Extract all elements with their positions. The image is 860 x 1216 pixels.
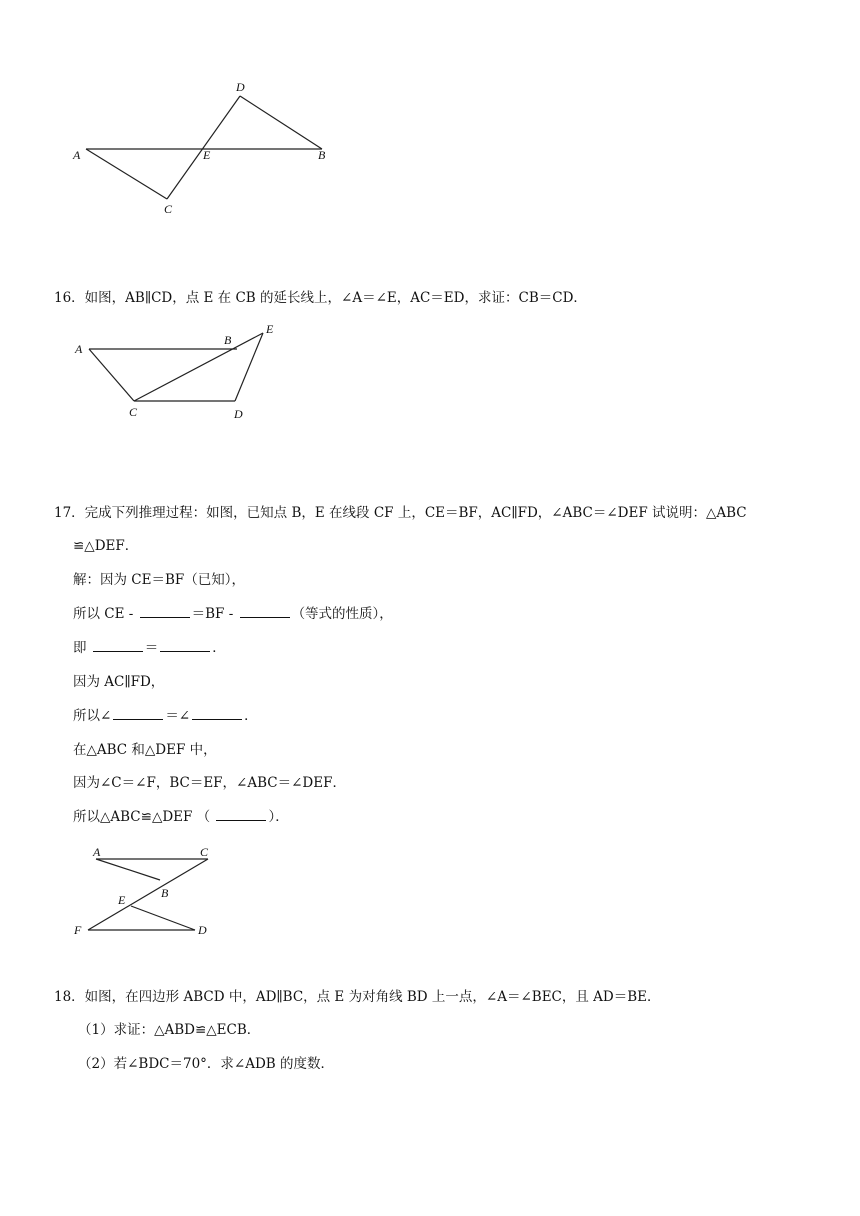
line5-part-c: ．	[212, 640, 226, 656]
point-label-d: D	[236, 80, 245, 94]
point-label-b: B	[318, 148, 326, 162]
segment-ac	[86, 149, 167, 199]
line4-part-b: ＝BF -	[191, 606, 234, 622]
point-label-b: B	[161, 886, 169, 900]
figure-q16-svg	[0, 318, 860, 428]
segment-ab	[96, 859, 160, 880]
question-17-line3: 解：因为 CE＝BF（已知），	[73, 572, 246, 588]
question-17-line10	[73, 807, 289, 827]
question-16-text: 16．如图，AB∥CD，点 E 在 CB 的延长线上，∠A＝∠E，AC＝ED，求证：CB＝CD．	[54, 290, 587, 306]
line7-part-c: ．	[244, 708, 258, 724]
answer-blank-4[interactable]	[160, 639, 210, 652]
question-17-line5	[73, 638, 226, 658]
answer-blank-6[interactable]	[192, 707, 242, 720]
line4-part-a: 所以 CE -	[73, 606, 134, 622]
line7-part-b: ＝∠	[165, 708, 191, 724]
answer-blank-5[interactable]	[113, 707, 163, 720]
line7-part-a: 所以∠	[73, 708, 112, 724]
line4-part-c: （等式的性质），	[291, 606, 393, 622]
point-label-a: A	[75, 342, 83, 356]
question-17-line6: 因为 AC∥FD，	[73, 674, 165, 690]
question-17-line2: ≌△DEF．	[73, 538, 139, 554]
question-18-sub2: （2）若∠BDC＝70°．求∠ADB 的度数．	[78, 1056, 334, 1072]
segment-ce	[134, 333, 263, 401]
segment-de	[235, 333, 263, 401]
question-18-text: 18．如图，在四边形 ABCD 中，AD∥BC，点 E 为对角线 BD 上一点，∠A＝∠BEC，且 AD＝BE．	[54, 989, 661, 1005]
point-label-c: C	[129, 405, 138, 419]
question-17-line1: 17．完成下列推理过程：如图，已知点 B，E 在线段 CF 上，CE＝BF，AC∥FD，∠ABC＝∠DEF 试说明：△ABC	[54, 505, 747, 521]
segment-db	[240, 96, 322, 149]
point-label-c: C	[200, 845, 209, 859]
point-label-c: C	[164, 202, 173, 216]
line5-part-a: 即	[73, 640, 87, 656]
point-label-e: E	[203, 148, 211, 162]
question-17-line8: 在△ABC 和△DEF 中，	[73, 742, 217, 758]
point-label-d: D	[234, 407, 243, 421]
question-17-line7	[73, 706, 258, 726]
point-label-e: E	[266, 322, 274, 336]
answer-blank-1[interactable]	[140, 605, 190, 618]
point-label-b: B	[224, 333, 232, 347]
answer-blank-3[interactable]	[93, 639, 143, 652]
line5-part-b: ＝	[144, 640, 159, 656]
segment-cf	[88, 859, 208, 930]
figure-q16	[0, 318, 860, 428]
point-label-a: A	[93, 845, 101, 859]
figure-q17-svg	[0, 840, 860, 940]
point-label-f: F	[74, 923, 82, 937]
segment-ed	[131, 906, 195, 930]
point-label-a: A	[73, 148, 81, 162]
figure-q17	[0, 840, 860, 940]
line10-part-b: ）．	[268, 809, 289, 825]
line10-part-a: 所以△ABC≌△DEF （	[73, 809, 211, 825]
answer-blank-7[interactable]	[216, 808, 266, 821]
question-17-line4	[73, 604, 393, 624]
answer-blank-2[interactable]	[240, 605, 290, 618]
question-18-sub1: （1）求证：△ABD≌△ECB．	[78, 1022, 261, 1038]
question-17-line9: 因为∠C＝∠F，BC＝EF，∠ABC＝∠DEF．	[73, 775, 346, 791]
point-label-d: D	[198, 923, 207, 937]
point-label-e: E	[118, 893, 126, 907]
segment-ac	[89, 349, 134, 401]
figure-q15	[0, 0, 860, 230]
figure-q15-svg	[0, 0, 860, 230]
